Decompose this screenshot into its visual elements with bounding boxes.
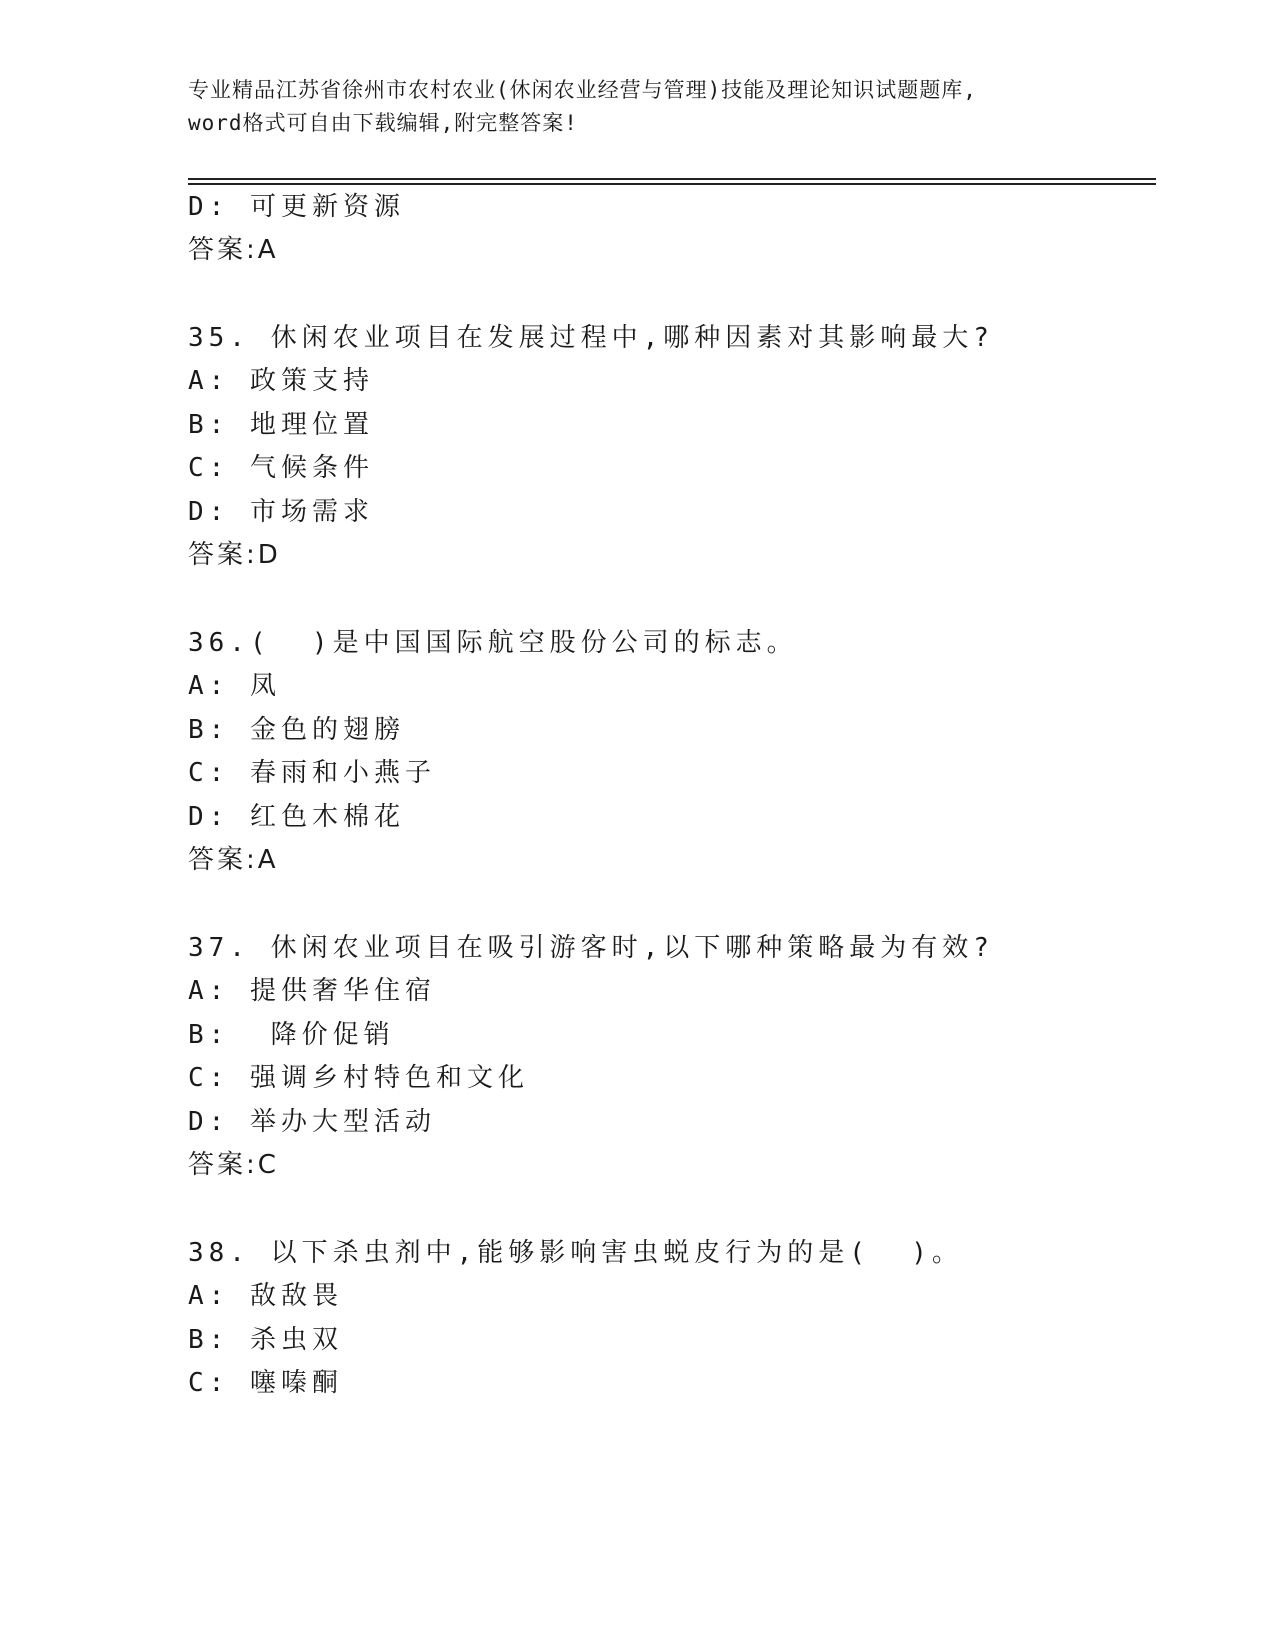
q37-option-d: D: 举办大型活动 [188,1107,436,1137]
q36-question: 36.( )是中国国际航空股份公司的标志。 [188,628,798,658]
header-line-2: word格式可自由下载编辑,附完整答案! [188,111,578,135]
q36-option-a: A: 凤 [188,671,281,701]
q36-option-b: B: 金色的翅膀 [188,715,405,745]
q35-option-d: D: 市场需求 [188,497,374,527]
q37-answer: 答案:C [188,1150,279,1180]
q38-question: 38. 以下杀虫剂中,能够影响害虫蜕皮行为的是( )。 [188,1238,963,1268]
q34-answer: 答案:A [188,235,279,265]
header-rule-top [188,178,1156,180]
q37-question: 37. 休闲农业项目在吸引游客时,以下哪种策略最为有效? [188,933,994,963]
q35-question: 35. 休闲农业项目在发展过程中,哪种因素对其影响最大? [188,323,994,353]
q38-option-b: B: 杀虫双 [188,1325,343,1355]
q35-answer: 答案:D [188,540,281,570]
header-rule-bottom [188,183,1156,185]
q37-option-c: C: 强调乡村特色和文化 [188,1063,529,1093]
q38-option-c: C: 噻嗪酮 [188,1368,343,1398]
q36-option-c: C: 春雨和小燕子 [188,758,436,788]
q35-option-b: B: 地理位置 [188,410,374,440]
q35-option-c: C: 气候条件 [188,453,374,483]
q37-option-a: A: 提供奢华住宿 [188,976,436,1006]
q37-option-b: B: 降价促销 [188,1020,395,1050]
header-line-1: 专业精品江苏省徐州市农村农业(休闲农业经营与管理)技能及理论知识试题题库, [188,78,977,102]
q36-answer: 答案:A [188,845,279,875]
document-header [188,74,1088,140]
q34-option-d: D: 可更新资源 [188,192,405,222]
q36-option-d: D: 红色木棉花 [188,802,405,832]
q35-option-a: A: 政策支持 [188,366,374,396]
q38-option-a: A: 敌敌畏 [188,1281,343,1311]
